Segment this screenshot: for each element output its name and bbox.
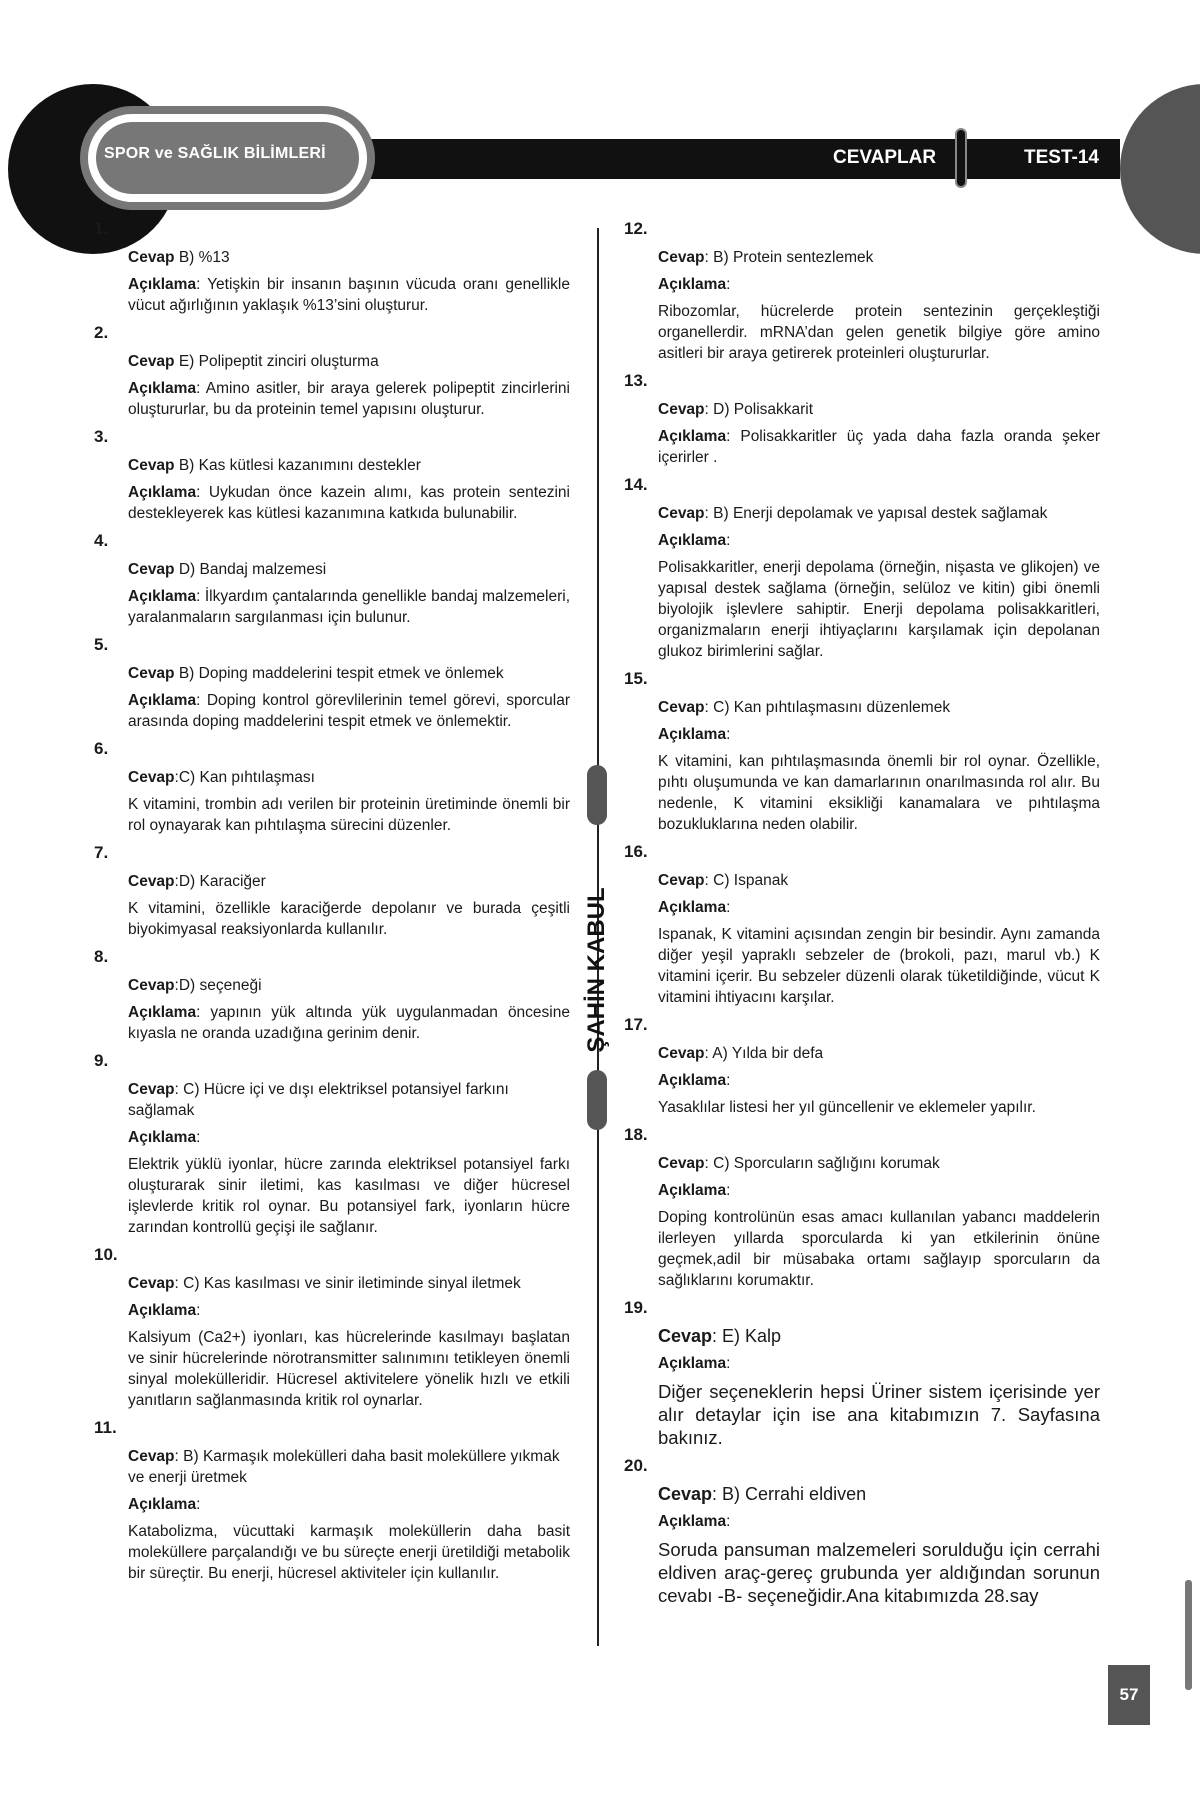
explanation-inline-text: : Doping kontrol görevlilerinin temel görevi, sporcular arasında doping maddelerini tespit etmek ve önlemektir. [128,692,570,730]
explanation [128,586,570,628]
explanation-text: Polisakkaritler, enerji depolama (örneğin, nişasta ve glikojen) ve yapısal destek sağlama (örneğin, selüloz ve kitin) gibi önemli biyolojik işlevlere sahiptir. Enerji depolama polisakkaritleri, organizmaların enerji ihtiyaçlarını karşılamak için depolanan glukoz birimlerini sağlar. [658,559,1100,660]
page-number: 57 [1108,1665,1150,1725]
answer-choice: B) Doping maddelerini tespit etmek ve önlemek [174,665,504,682]
question-number: 2. [94,323,109,342]
explanation-text: Kalsiyum (Ca2+) iyonları, kas hücrelerinde kasılmayı başlatan ve sinir hücrelerinde nörotransmitter salınımını tetikleyen önemli sinyal molekülleridir. Hücresel aktivitelere yönelik hızlı ve etkili yanıtların sağlanmasında kritik rol oynarlar. [128,1329,570,1409]
explanation-inline-text: : [726,532,731,549]
explanation-text: K vitamini, özellikle karaciğerde depolanır ve burada çeşitli biyokimyasal reaksiyonlarda kullanılır. [128,900,570,938]
explanation-inline-text: : [726,1182,731,1199]
explanation-label: Açıklama [128,380,197,397]
explanation [658,1180,1100,1201]
explanation-inline-text: : yapının yük altında yük uygulanmadan öncesine kıyasla ne oranda uzadığına gerinim denir. [128,1004,570,1042]
explanation-text: Elektrik yüklü iyonlar, hücre zarında elektriksel potansiyel farkı oluşturarak sinir iletimi, kas kasılması ve diğer hücresel işlevlerde kritik rol oynar. Bu potansiyel fark, iyonların hücre zarından kontrollü geçişi ile sağlanır. [128,1156,570,1236]
answer-line [658,503,1100,524]
question-number: 8. [94,947,109,966]
answer-choice: D) Bandaj malzemesi [174,561,327,578]
answer-choice: : D) Polisakkarit [704,401,814,418]
answer-item [624,1455,1100,1607]
question-number: 5. [94,635,109,654]
explanation [128,378,570,420]
question-number: 17. [624,1015,648,1034]
explanation-text: K vitamini, trombin adı verilen bir proteinin üretiminde önemli bir rol oynayarak kan pıhtılaşma sürecini düzenler. [128,796,570,834]
answer-choice: B) %13 [174,249,230,266]
explanation [128,690,570,732]
answer-label: Cevap [128,457,175,474]
explanation-inline-text: : [726,1513,731,1530]
author-name: ŞAHİN KABUL [583,887,610,1053]
explanation-inline-text: : [726,726,731,743]
answer-choice: : B) Karmaşık molekülleri daha basit moleküllere yıkmak ve enerji üretmek [128,1448,560,1486]
answer-line [128,455,570,476]
answer-item [94,1244,570,1411]
explanation-label: Açıklama [658,1513,727,1530]
answer-label: Cevap [658,1045,705,1062]
question-number: 10. [94,1245,118,1264]
answer-item [94,738,570,836]
scrollbar-thumb[interactable] [1185,1580,1192,1690]
answer-label: Cevap [658,1326,713,1346]
answer-label: Cevap [658,401,705,418]
answer-line [128,1079,570,1121]
divider-pill-bottom [587,1070,607,1130]
answer-item [624,474,1100,662]
answer-item [624,218,1100,364]
explanation-inline-text: : Polisakkaritler üç yada daha fazla oranda şeker içerirler . [658,428,1100,466]
explanation-inline-text: : [726,899,731,916]
divider-pill-top [587,765,607,825]
question-number: 3. [94,427,109,446]
answer-choice: : C) Kan pıhtılaşmasını düzenlemek [704,699,951,716]
question-number: 1. [94,219,109,238]
question-number: 6. [94,739,109,758]
question-number: 7. [94,843,109,862]
explanation-label: Açıklama [128,1302,197,1319]
answer-item [94,218,570,316]
answer-choice: : E) Kalp [712,1326,782,1346]
question-number: 18. [624,1125,648,1144]
answer-choice: :C) Kan pıhtılaşması [174,769,315,786]
answer-label: Cevap [128,873,175,890]
answer-line [658,870,1100,891]
answer-label: Cevap [128,249,175,266]
question-number: 15. [624,669,648,688]
explanation [658,897,1100,918]
explanation [128,1494,570,1515]
question-number: 11. [94,1418,117,1437]
explanation-text: Ispanak, K vitamini açısından zengin bir besindir. Aynı zamanda diğer yeşil yapraklı sebzeler de (brokoli, pazı, marul vb.) K vitamini içerir. Bu sebzeler düzenli olarak tüketildiğinde, vücut K vitamini ihtiyacını karşılar. [658,926,1100,1006]
question-number: 12. [624,219,648,238]
answer-label: Cevap [658,249,705,266]
explanation [128,274,570,316]
answer-item [94,842,570,940]
answer-label: Cevap [128,665,175,682]
explanation [658,1511,1100,1532]
answer-line [128,247,570,268]
explanation-text: Diğer seçeneklerin hepsi Üriner sistem içerisinde yer alır detaylar için ise ana kitabımızın 7. Sayfasına bakınız. [658,1381,1100,1448]
explanation-inline-text: : Uykudan önce kazein alımı, kas protein sentezini destekleyerek kas kütlesi kazanımına katkıda bulunabilir. [128,484,570,522]
explanation-label: Açıklama [128,1004,197,1021]
answer-choice: :D) Karaciğer [174,873,266,890]
answer-choice: : B) Cerrahi eldiven [712,1484,867,1504]
explanation [658,426,1100,468]
explanation-inline-text: : İlkyardım çantalarında genellikle bandaj malzemeleri, yaralanmaların sargılanması için bulunur. [128,588,570,626]
explanation-inline-text: : [196,1129,201,1146]
answer-line [658,1153,1100,1174]
question-number: 13. [624,371,648,390]
answer-line [128,559,570,580]
explanation [128,482,570,524]
answer-line [128,1273,570,1294]
answer-line [128,975,570,996]
answer-line [658,399,1100,420]
explanation [658,530,1100,551]
answer-line [658,1484,1100,1505]
explanation [658,724,1100,745]
answer-label: Cevap [128,1081,175,1098]
answer-choice: : C) Sporcuların sağlığını korumak [704,1155,940,1172]
explanation [658,1353,1100,1374]
explanation-text: Katabolizma, vücuttaki karmaşık moleküllerin daha basit moleküllere parçalandığı ve bu süreçte enerji üretildiği metabolik bir süreçtir. Bu enerji, hücresel aktiviteler için kullanılır. [128,1523,570,1582]
explanation-label: Açıklama [128,692,197,709]
answer-line [128,871,570,892]
explanation-inline-text: : Yetişkin bir insanın başının vücuda oranı genellikle vücut ağırlığının yaklaşık %13’sini oluşturur. [128,276,570,314]
answer-item [94,634,570,732]
answer-line [128,663,570,684]
explanation-label: Açıklama [658,1182,727,1199]
explanation-label: Açıklama [658,899,727,916]
explanation [658,274,1100,295]
explanation-label: Açıklama [658,276,727,293]
explanation-inline-text: : Amino asitler, bir araya gelerek polipeptit zincirlerini oluştururlar, bu da proteinin temel yapısını oluşturur. [128,380,570,418]
explanation-label: Açıklama [658,532,727,549]
explanation-inline-text: : [726,1072,731,1089]
answer-label: Cevap [658,1155,705,1172]
answer-label: Cevap [128,1275,175,1292]
answer-line [658,1043,1100,1064]
answer-item [94,530,570,628]
test-label: TEST-14 [1024,147,1099,168]
answer-choice: : C) Hücre içi ve dışı elektriksel potansiyel farkını sağlamak [128,1081,509,1119]
answer-item [94,322,570,420]
answer-label: Cevap [128,1448,175,1465]
explanation [128,1300,570,1321]
question-number: 14. [624,475,648,494]
question-number: 16. [624,842,648,861]
explanation-inline-text: : [196,1496,201,1513]
answer-choice: : B) Protein sentezlemek [704,249,874,266]
answer-label: Cevap [128,561,175,578]
answer-choice: : A) Yılda bir defa [704,1045,824,1062]
explanation [128,1127,570,1148]
explanation [658,1070,1100,1091]
answer-line [658,697,1100,718]
answer-item [94,1417,570,1584]
explanation-label: Açıklama [128,1496,197,1513]
section-title: SPOR ve SAĞLIK BİLİMLERİ [104,145,326,162]
explanation-inline-text: : [726,1355,731,1372]
explanation-label: Açıklama [658,428,727,445]
explanation-inline-text: : [726,276,731,293]
explanation-text: Soruda pansuman malzemeleri sorulduğu için cerrahi eldiven araç-gereç grubunda yer aldığından sorunun cevabı -B- seçeneğidir.Ana kitabımızda 28.say [658,1539,1100,1606]
answer-item [94,946,570,1044]
answer-choice: B) Kas kütlesi kazanımını destekler [174,457,421,474]
explanation-label: Açıklama [128,484,197,501]
explanation-label: Açıklama [128,276,197,293]
answer-choice: : B) Enerji depolamak ve yapısal destek sağlamak [704,505,1048,522]
answer-item [624,1297,1100,1449]
right-answer-column [624,218,1100,1613]
answer-item [94,1050,570,1238]
question-number: 4. [94,531,109,550]
answer-label: Cevap [658,1484,713,1504]
answers-label: CEVAPLAR [833,147,937,168]
answer-line [658,1326,1100,1347]
explanation-label: Açıklama [658,726,727,743]
header-separator [955,128,967,188]
answer-label: Cevap [658,872,705,889]
answer-label: Cevap [658,505,705,522]
explanation [128,1002,570,1044]
explanation-text: Doping kontrolünün esas amacı kullanılan yabancı maddelerin ilerleyen yıllarda sporcularda ki yan etkilerinin önüne geçmek,adil bir müsabaka ortamı sağlayıp sporcuların da sağlıklarını korumaktır. [658,1209,1100,1289]
answer-label: Cevap [128,977,175,994]
explanation-label: Açıklama [128,1129,197,1146]
answer-label: Cevap [128,769,175,786]
answer-choice: : C) Ispanak [704,872,789,889]
explanation-label: Açıklama [658,1072,727,1089]
question-number: 9. [94,1051,109,1070]
answer-choice: E) Polipeptit zinciri oluşturma [174,353,379,370]
explanation-label: Açıklama [128,588,197,605]
answer-choice: : C) Kas kasılması ve sinir iletiminde sinyal iletmek [174,1275,521,1292]
answer-item [624,1014,1100,1118]
answer-item [624,668,1100,835]
answer-line [128,767,570,788]
question-number: 20. [624,1456,648,1475]
answer-item [624,370,1100,468]
answer-label: Cevap [658,699,705,716]
explanation-label: Açıklama [658,1355,727,1372]
answer-line [658,247,1100,268]
question-number: 19. [624,1298,648,1317]
answer-label: Cevap [128,353,175,370]
answer-item [94,426,570,524]
left-answer-column [94,218,570,1590]
explanation-text: Ribozomlar, hücrelerde protein sentezinin gerçekleştiği organellerdir. mRNA’dan gelen genetik bilgiye göre amino asitleri bir araya getirerek proteinleri oluştururlar. [658,303,1100,362]
answer-item [624,841,1100,1008]
explanation-text: K vitamini, kan pıhtılaşmasında önemli bir rol oynar. Özellikle, pıhtı oluşumunda ve kan damarlarının onarılmasında rol alır. Bu nedenle, K vitamini eksikliği kanamalara ve pıhtılaşma bozukluklarına neden olabilir. [658,753,1100,833]
answer-item [624,1124,1100,1291]
answer-choice: :D) seçeneği [174,977,262,994]
explanation-text: Yasaklılar listesi her yıl güncellenir ve eklemeler yapılır. [658,1099,1036,1116]
answer-line [128,1446,570,1488]
explanation-inline-text: : [196,1302,201,1319]
answer-line [128,351,570,372]
